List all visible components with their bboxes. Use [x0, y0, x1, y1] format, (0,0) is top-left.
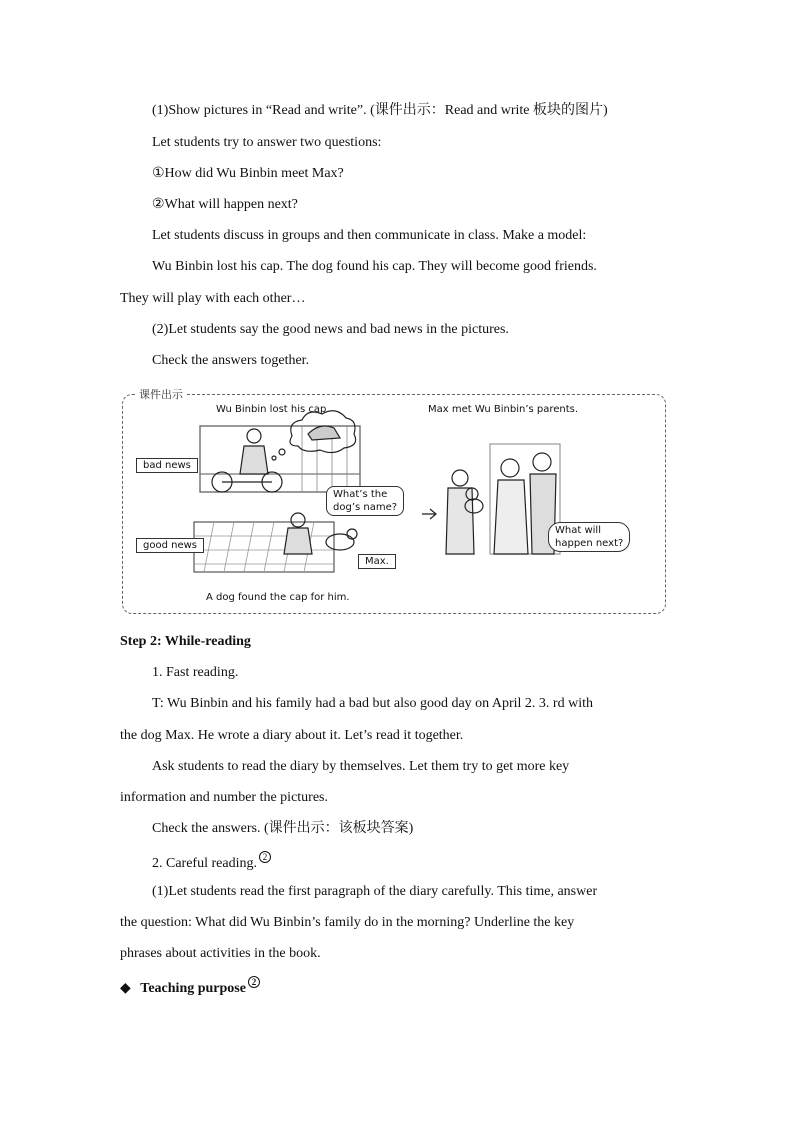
illustration-tag: 课件出示 — [136, 386, 186, 402]
label-bad-news: bad news — [136, 458, 198, 473]
para-model-line1: Wu Binbin lost his cap. The dog found his cap. They will become good friends. — [152, 259, 597, 274]
careful-reading-label: 2. Careful reading. — [152, 856, 257, 871]
careful-reading — [152, 851, 271, 873]
bubble-what-next — [548, 522, 630, 552]
para-answer-questions: Let students try to answer two questions: — [152, 135, 382, 150]
bubble-what-next-line1: What will — [555, 525, 601, 536]
para-read-diary-line2: information and number the pictures. — [120, 790, 328, 805]
para-discuss: Let students discuss in groups and then communicate in class. Make a model: — [152, 228, 587, 243]
bubble-what-next-line2: happen next? — [555, 538, 624, 549]
bubble-dog-name — [326, 486, 404, 516]
question-1: ①How did Wu Binbin meet Max? — [152, 166, 344, 181]
teaching-purpose-label: Teaching purpose — [140, 981, 246, 996]
caption-met-parents: Max met Wu Binbin’s parents. — [428, 404, 579, 415]
para-first-paragraph-line2: the question: What did Wu Binbin’s family do in the morning? Underline the key — [120, 915, 575, 930]
caption-lost-cap: Wu Binbin lost his cap. — [216, 404, 330, 415]
diamond-bullet-icon: ◆ — [120, 981, 131, 996]
bubble-max: Max. — [358, 554, 396, 569]
para-model-line2: They will play with each other… — [120, 291, 306, 306]
caption-dog-found: A dog found the cap for him. — [206, 592, 350, 603]
step2-heading: Step 2: While-reading — [120, 634, 251, 649]
para-check-answers-2: Check the answers. (课件出示：该板块答案) — [152, 821, 414, 836]
teaching-purpose — [120, 976, 260, 998]
footnote-mark: 2 — [259, 851, 271, 863]
question-2: ②What will happen next? — [152, 197, 298, 212]
fast-reading: 1. Fast reading. — [152, 665, 239, 680]
bubble-dog-name-line1: What’s the — [333, 489, 388, 500]
para-show-pictures: (1)Show pictures in “Read and write”. (课件出示：Read and write 板块的图片) — [152, 103, 608, 118]
bubble-dog-name-line2: dog’s name? — [333, 502, 398, 513]
footnote-mark-2: 2 — [248, 976, 260, 988]
para-first-paragraph-line3: phrases about activities in the book. — [120, 946, 321, 961]
para-check-answers: Check the answers together. — [152, 353, 310, 368]
label-good-news: good news — [136, 538, 204, 553]
para-first-paragraph-line1: (1)Let students read the first paragraph of the diary carefully. This time, answer — [152, 884, 598, 899]
para-teacher-intro-line2: the dog Max. He wrote a diary about it. Let’s read it together. — [120, 728, 464, 743]
para-read-diary-line1: Ask students to read the diary by themselves. Let them try to get more key — [152, 759, 570, 774]
para-good-bad-news: (2)Let students say the good news and bad news in the pictures. — [152, 322, 509, 337]
para-teacher-intro-line1: T: Wu Binbin and his family had a bad but also good day on April 2. 3. rd with — [152, 696, 593, 711]
